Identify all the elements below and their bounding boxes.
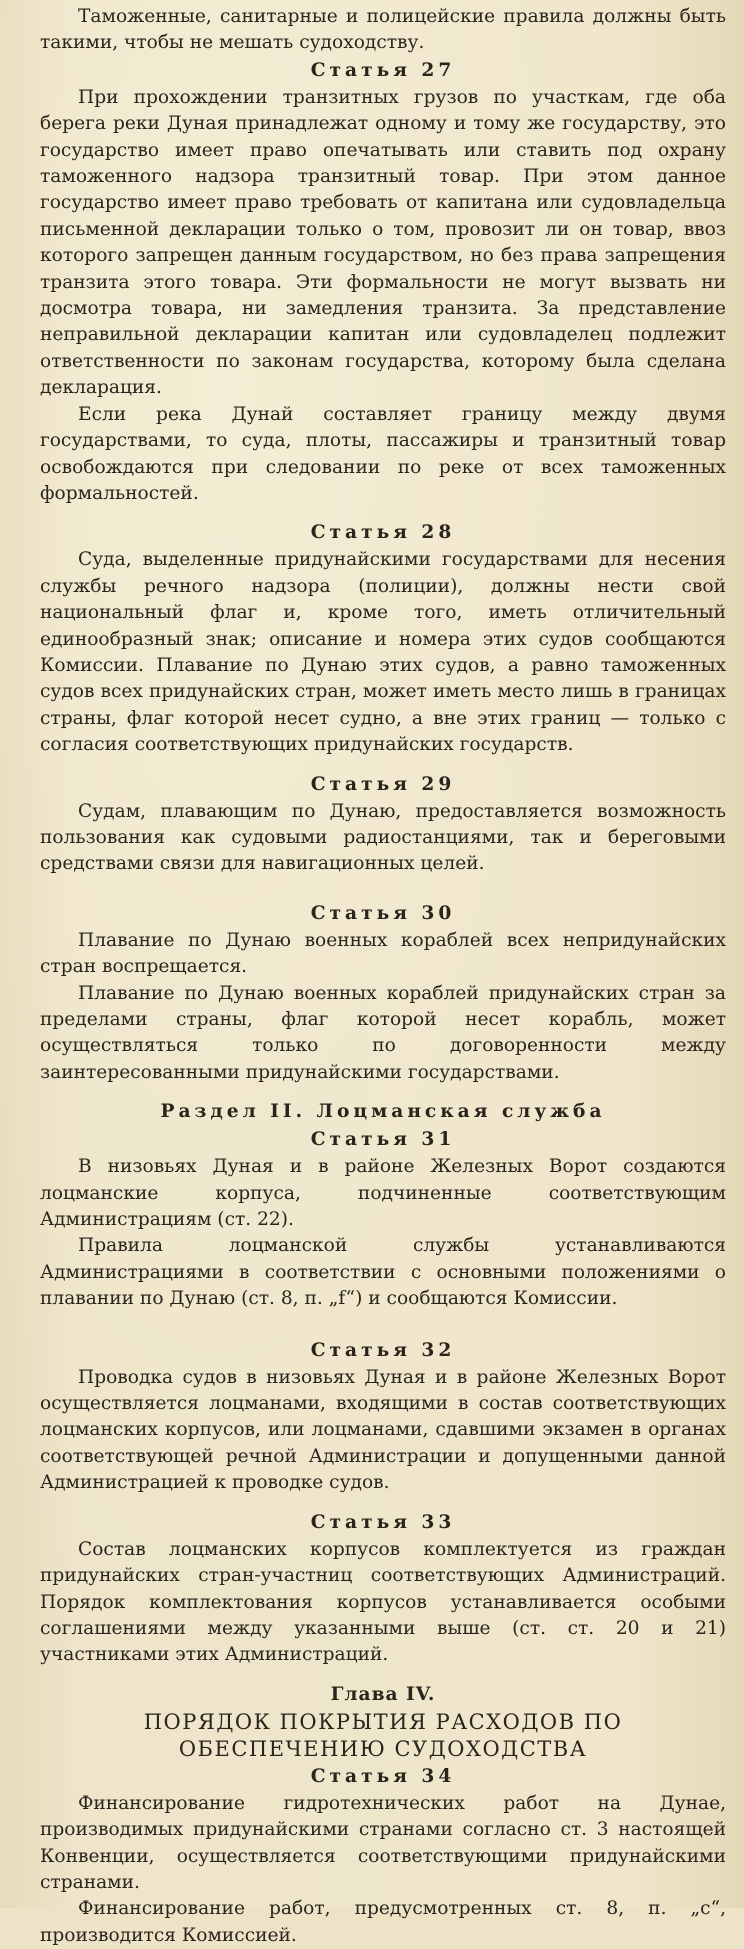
paragraph-top: Таможенные, санитарные и полицейские правила должны быть такими, чтобы не мешать судоходству.: [40, 6, 726, 54]
heading-article-28: Статья 28: [310, 522, 456, 544]
paragraph-article-34-2: Финансирование работ, предусмотренных ст. 8, п. „c“, производится Комиссией.: [40, 1898, 726, 1946]
heading-article-32: Статья 32: [310, 1339, 456, 1361]
paragraph-article-33-1: Состав лоцманских корпусов комплектуется из граждан придунайских стран-участниц соответствующих Администраций. Порядок комплектования корпусов устанавливается особыми соглашениями между указанными выше (ст. ст. 20 и 21) участниками этих Администраций.: [40, 1538, 726, 1666]
heading-article-31: Статья 31: [310, 1129, 456, 1151]
heading-article-33: Статья 33: [310, 1511, 456, 1533]
paragraph-article-28-1: Суда, выделенные придунайскими государствами для несения службы речного надзора (полиции), должны нести свой национальный флаг и, кроме того, иметь отличительный единообразный знак; описание и номера этих судов сообщаются Комиссии. Плавание по Дунаю этих судов, а равно таможенных судов всех придунайских стран, может иметь место лишь в границах страны, флаг которой несет судно, а вне этих границ — только с согласия соответствующих придунайских государств.: [40, 549, 726, 756]
paragraph-article-30-1: Плавание по Дунаю военных кораблей всех непридунайских стран воспрещается.: [40, 929, 726, 978]
paragraph-article-27-2: Если река Дунай составляет границу между двумя государствами, то суда, плоты, пассажиры и транзитный товар освобождаются при следовании по реке от всех таможенных формальностей.: [40, 403, 726, 504]
paragraph-article-34-1: Финансирование гидротехнических работ на Дунае, производимых придунайскими странами согласно ст. 3 настоящей Конвенции, осуществляется соответствующими придунайскими странами.: [40, 1792, 726, 1893]
paragraph-article-32-1: Проводка судов в низовьях Дуная и в районе Железных Ворот осуществляется лоцманами, входящими в состав соответствующих лоцманских корпусов, или лоцманами, сдавшими экзамен в органах соответствующей речной Администрации и допущенными данной Администрацией к проводке судов.: [40, 1366, 726, 1494]
heading-article-34: Статья 34: [310, 1765, 456, 1787]
heading-chapter-4: Глава IV.: [330, 1683, 436, 1705]
paragraph-article-31-1: В низовьях Дуная и в районе Железных Ворот создаются лоцманские корпуса, подчиненные соответствующим Администрациям (ст. 22).: [40, 1156, 726, 1231]
paragraph-article-30-2: Плавание по Дунаю военных кораблей придунайских стран за пределами страны, флаг которой несет корабль, может осуществляться только по договоренности между заинтересованными придунайскими государствами.: [40, 982, 726, 1083]
heading-section-2: Раздел II. Лоцманская служба: [160, 1101, 606, 1123]
chapter-4-title-line-1: ПОРЯДОК ПОКРЫТИЯ РАСХОДОВ ПО: [143, 1709, 623, 1734]
heading-article-30: Статья 30: [310, 902, 456, 924]
paragraph-article-29-1: Судам, плавающим по Дунаю, предоставляется возможность пользования как судовыми радиостанциями, так и береговыми средствами связи для навигационных целей.: [40, 800, 726, 875]
heading-article-29: Статья 29: [310, 773, 456, 795]
heading-article-27: Статья 27: [310, 59, 456, 81]
paragraph-article-27-1: При прохождении транзитных грузов по участкам, где оба берега реки Дуная принадлежат одному и тому же государству, это государство имеет право опечатывать или ставить под охрану таможенного надзора транзитный товар. При этом данное государство имеет право требовать от капитана или судовладельца письменной декларации только о том, провозит ли он товар, ввоз которого запрещен данным государством, но без права запрещения транзита этого товара. Эти формальности не могут вызвать ни досмотра товара, ни замедления транзита. За представление неправильной декларации капитан или судовладелец подлежит ответственности по законам государства, которому была сделана декларация.: [40, 86, 726, 399]
paragraph-article-31-2: Правила лоцманской службы устанавливаются Администрациями в соответствии с основными положениями о плавании по Дунаю (ст. 8, п. „f“) и сообщаются Комиссии.: [40, 1235, 726, 1310]
chapter-4-title-line-2: ОБЕСПЕЧЕНИЮ СУДОХОДСТВА: [178, 1736, 588, 1761]
